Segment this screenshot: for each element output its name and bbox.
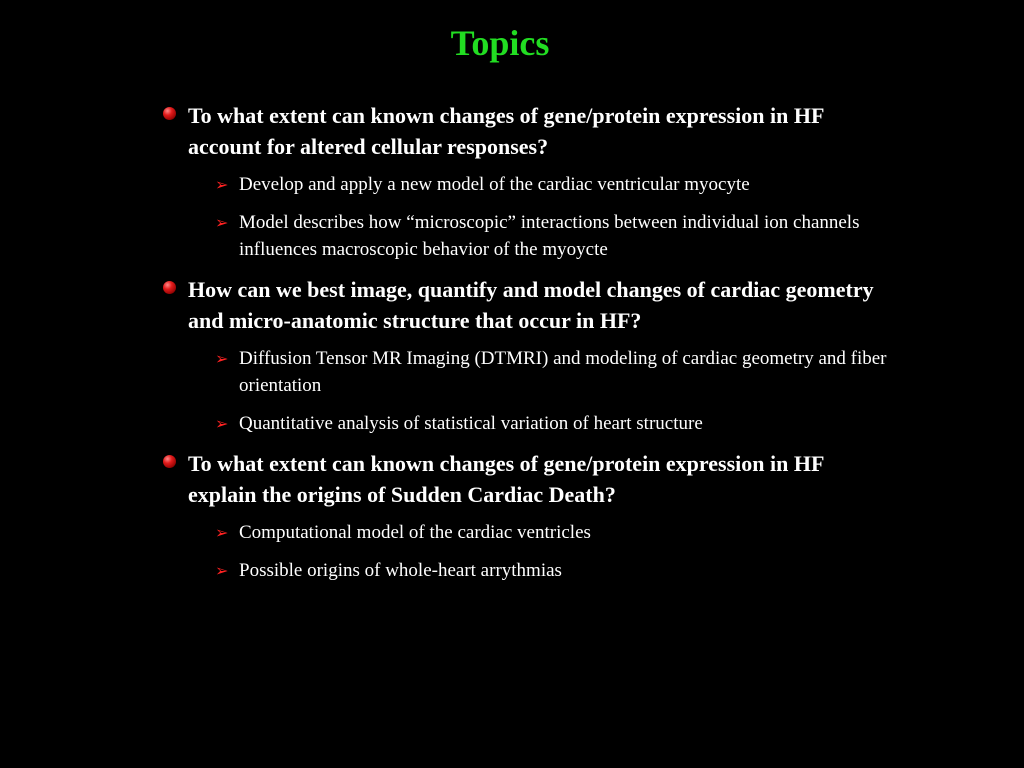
subtopic-text: Quantitative analysis of statistical variation of heart structure <box>239 413 703 434</box>
subtopic-item <box>160 557 890 584</box>
subtopic-text: Develop and apply a new model of the cardiac ventricular myocyte <box>239 174 750 195</box>
red-ball-bullet-icon <box>163 107 176 120</box>
topic-item <box>160 274 890 336</box>
arrow-bullet-icon: ➢ <box>215 561 229 580</box>
topic-text: To what extent can known changes of gene/protein expression in HF account for altered cellular responses? <box>188 103 824 159</box>
arrow-bullet-icon: ➢ <box>215 349 229 368</box>
subtopic-item <box>160 209 890 263</box>
subtopic-item <box>160 171 890 198</box>
topic-list <box>160 100 890 595</box>
topic-text: To what extent can known changes of gene/protein expression in HF explain the origins of Sudden Cardiac Death? <box>188 451 824 507</box>
subtopic-item <box>160 410 890 437</box>
arrow-bullet-icon: ➢ <box>215 414 229 433</box>
subtopic-text: Model describes how “microscopic” interactions between individual ion channels influences macroscopic behavior of the myoycte <box>239 212 860 260</box>
arrow-bullet-icon: ➢ <box>215 175 229 194</box>
arrow-bullet-icon: ➢ <box>215 523 229 542</box>
subtopic-text: Possible origins of whole-heart arrythmias <box>239 560 562 581</box>
arrow-bullet-icon: ➢ <box>215 213 229 232</box>
red-ball-bullet-icon <box>163 281 176 294</box>
topic-item <box>160 448 890 510</box>
subtopic-text: Computational model of the cardiac ventricles <box>239 522 591 543</box>
subtopic-item <box>160 519 890 546</box>
topic-text: How can we best image, quantify and model changes of cardiac geometry and micro-anatomic structure that occur in HF? <box>188 277 874 333</box>
slide-title: Topics <box>450 23 550 63</box>
subtopic-item <box>160 345 890 399</box>
red-ball-bullet-icon <box>163 455 176 468</box>
topic-item <box>160 100 890 162</box>
subtopic-text: Diffusion Tensor MR Imaging (DTMRI) and modeling of cardiac geometry and fiber orientation <box>239 348 887 396</box>
